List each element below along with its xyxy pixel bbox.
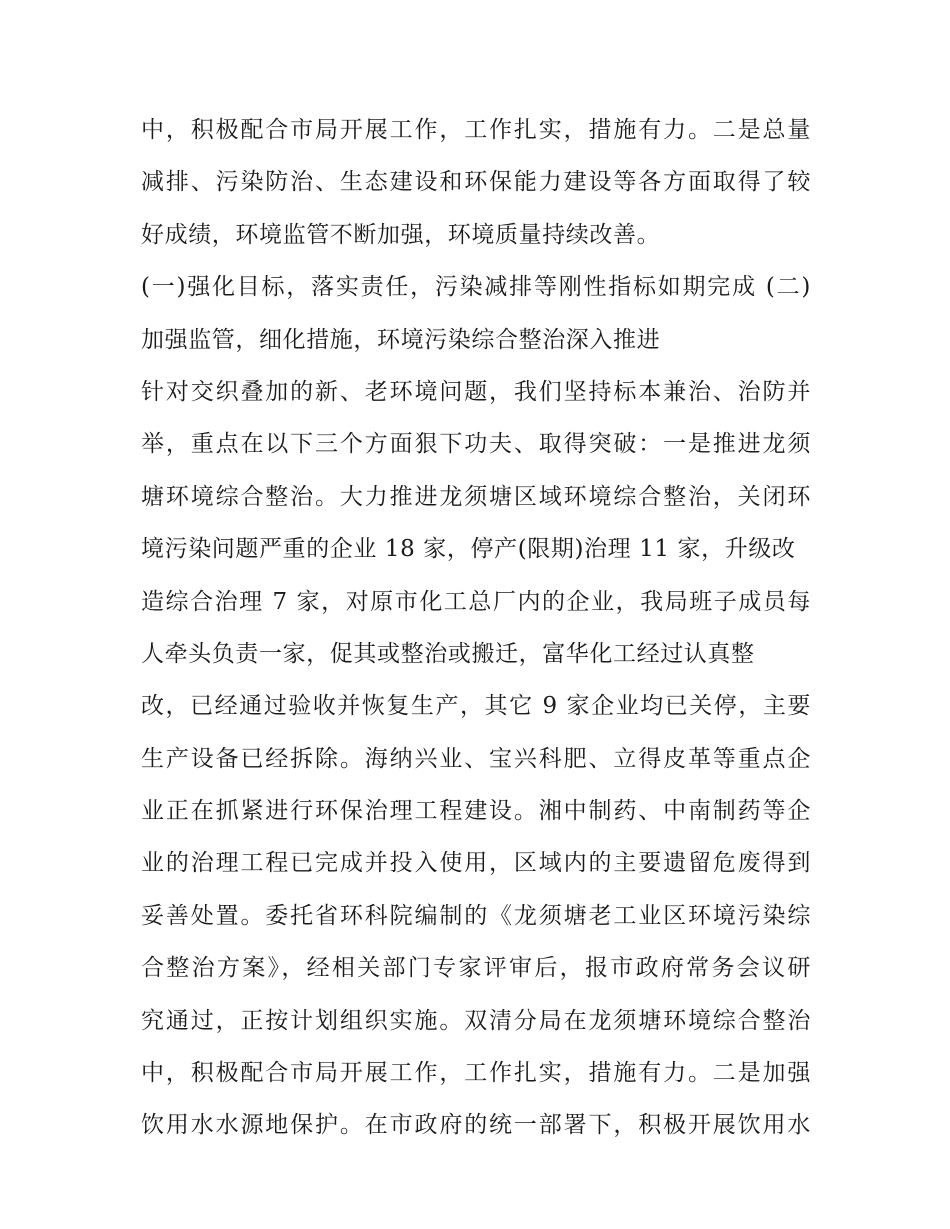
text-line-17: 合整治方案》，经相关部门专家评审后，报市政府常务会议研 [141,955,811,982]
text-line-4: (一)强化目标，落实责任，污染减排等刚性指标如期完成 (二) [141,274,811,301]
text-line-15: 业的治理工程已完成并投入使用，区域内的主要遗留危废得到 [141,850,811,877]
text-line-5: 加强监管，细化措施，环境污染综合整治深入推进 [141,326,661,353]
text-line-10: 造综合治理 7 家，对原市化工总厂内的企业，我局班子成员每 [141,588,811,615]
document-page [141,112,811,1160]
text-line-6: 针对交织叠加的新、老环境问题，我们坚持标本兼治、治防并 [141,378,811,405]
text-line-8: 塘环境综合整治。大力推进龙须塘区域环境综合整治，关闭环 [141,483,811,510]
text-line-11: 人牵头负责一家，促其或整治或搬迁，富华化工经过认真整 [141,640,755,667]
text-line-13: 生产设备已经拆除。海纳兴业、宝兴科肥、立得皮革等重点企 [141,745,811,772]
text-line-19: 中，积极配合市局开展工作，工作扎实，措施有力。二是加强 [141,1060,811,1087]
text-line-18: 究通过，正按计划组织实施。双清分局在龙须塘环境综合整治 [141,1007,811,1034]
text-line-16: 妥善处置。委托省环科院编制的《龙须塘老工业区环境污染综 [141,902,811,929]
text-line-1: 中，积极配合市局开展工作，工作扎实，措施有力。二是总量 [141,117,811,143]
text-line-9: 境污染问题严重的企业 18 家，停产(限期)治理 11 家，升级改 [141,536,796,563]
text-line-12: 改，已经通过验收并恢复生产，其它 9 家企业均已关停，主要 [141,693,811,720]
text-line-20: 饮用水水源地保护。在市政府的统一部署下，积极开展饮用水 [141,1112,811,1139]
text-line-14: 业正在抓紧进行环保治理工程建设。湘中制药、中南制药等企 [141,798,811,825]
text-line-2: 减排、污染防治、生态建设和环保能力建设等各方面取得了较 [141,169,811,196]
text-line-3: 好成绩，环境监管不断加强，环境质量持续改善。 [141,221,661,248]
text-line-7: 举，重点在以下三个方面狠下功夫、取得突破：一是推进龙须 [141,431,811,458]
